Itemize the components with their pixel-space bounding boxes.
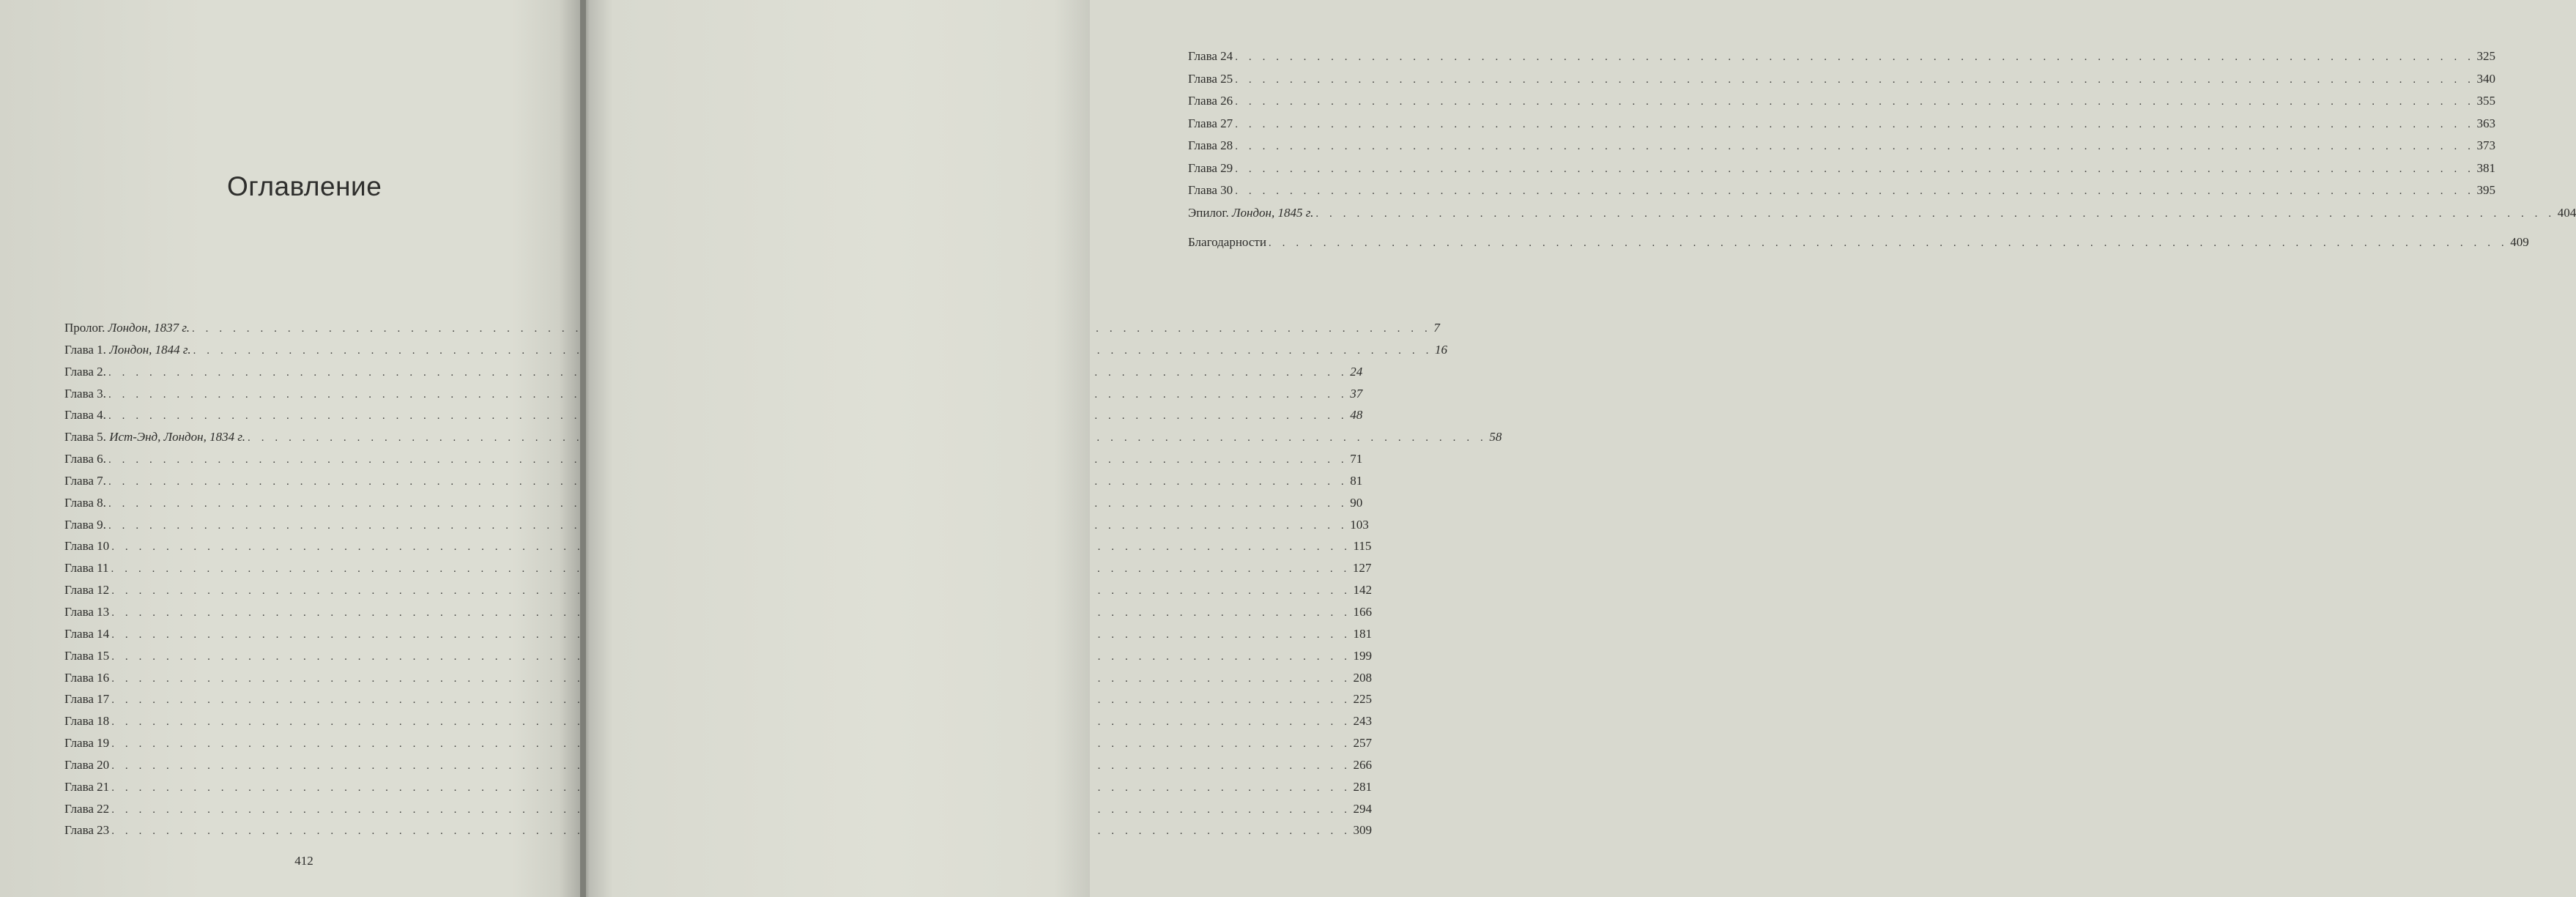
toc-entry-title: Глава 29 xyxy=(1188,160,1233,175)
toc-entry-title: Глава 14 xyxy=(64,626,110,641)
toc-entry-label xyxy=(1188,68,1233,91)
toc-entry xyxy=(1188,113,2496,135)
toc-entry-title: Глава 8. xyxy=(64,495,106,510)
toc-entry-label xyxy=(1188,231,1266,254)
toc-entry-page: 281 xyxy=(1353,779,1373,794)
toc-entry-title: Глава 13 xyxy=(64,604,110,619)
toc-entry-page: 404 xyxy=(2557,205,2576,220)
toc-entry-title: Глава 18 xyxy=(64,714,110,729)
toc-entry-title: Глава 7. xyxy=(64,473,106,488)
toc-entry-page: 225 xyxy=(1353,692,1373,707)
toc-entry-label xyxy=(64,383,106,405)
toc-entry xyxy=(64,383,1363,405)
toc-entry-label xyxy=(64,404,106,426)
toc-entry-label xyxy=(64,579,109,601)
toc-entry-label xyxy=(64,557,109,579)
toc-entry-page: 363 xyxy=(2476,116,2496,130)
toc-entry xyxy=(1188,135,2496,157)
dot-leader xyxy=(1315,203,2555,226)
toc-entry-label xyxy=(64,688,109,710)
toc-entry xyxy=(1188,231,2529,254)
toc-entry-page: 309 xyxy=(1353,823,1373,838)
toc-entry-page: 208 xyxy=(1353,670,1373,685)
toc-entry-title: Глава 21 xyxy=(64,779,110,794)
toc-entry-label xyxy=(64,754,109,776)
toc-entry-label xyxy=(64,667,109,689)
toc-entry-title: Глава 23 xyxy=(64,823,110,838)
toc-entry-label xyxy=(1188,113,1233,135)
toc-entry xyxy=(64,470,1363,492)
toc-entry-title: Глава 5. xyxy=(64,430,106,444)
toc-entry-label xyxy=(64,645,109,667)
toc-entry-label xyxy=(64,798,109,820)
toc-entry-label xyxy=(64,470,106,492)
toc-entry xyxy=(64,579,1373,601)
toc-entry-page: 166 xyxy=(1353,604,1373,619)
toc-entry-label xyxy=(1188,135,1233,157)
dot-leader xyxy=(1235,135,2474,158)
toc-entry-page: 409 xyxy=(2510,235,2529,249)
toc-entry-page: 381 xyxy=(2476,160,2496,175)
toc-entry-title: Глава 9. xyxy=(64,517,106,532)
toc-entry-title: Глава 16 xyxy=(64,670,110,685)
toc-entry xyxy=(64,688,1373,710)
toc-entry-title: Глава 3. xyxy=(64,386,106,401)
toc-entry xyxy=(64,557,1372,579)
toc-entry xyxy=(64,426,1502,448)
toc-entry xyxy=(64,317,1440,339)
toc-list-left xyxy=(64,317,1502,841)
toc-entry xyxy=(64,339,1447,361)
page-title: Оглавление xyxy=(227,171,382,201)
dot-leader xyxy=(1235,46,2474,69)
toc-entry-label xyxy=(64,623,109,645)
toc-entry-title: Глава 15 xyxy=(64,648,110,663)
toc-entry xyxy=(64,448,1363,470)
toc-entry-page: 103 xyxy=(1350,517,1369,532)
toc-entry-page: 58 xyxy=(1489,430,1502,444)
toc-entry-title: Глава 11 xyxy=(64,561,109,576)
toc-entry-page: 395 xyxy=(2476,183,2496,197)
toc-entry xyxy=(64,535,1372,557)
toc-entry-page: 115 xyxy=(1353,539,1372,554)
toc-entry-page: 325 xyxy=(2476,49,2496,63)
toc-entry-page: 266 xyxy=(1353,757,1373,772)
toc-entry-title: Глава 2. xyxy=(64,364,106,379)
toc-entry xyxy=(64,819,1373,841)
toc-entry-page: 181 xyxy=(1353,626,1373,641)
toc-entry-title: Глава 12 xyxy=(64,583,110,598)
toc-entry-label xyxy=(64,448,106,470)
toc-entry-label xyxy=(1188,179,1233,202)
toc-entry-page: 48 xyxy=(1350,408,1363,423)
toc-entry-title: Глава 30 xyxy=(1188,183,1233,197)
book-gutter xyxy=(580,0,586,897)
toc-entry-page: 257 xyxy=(1353,736,1373,751)
dot-leader xyxy=(1235,69,2474,92)
toc-entry xyxy=(64,601,1373,623)
toc-entry-label xyxy=(1188,202,1313,225)
toc-entry-page: 199 xyxy=(1353,648,1373,663)
toc-entry xyxy=(64,514,1369,536)
toc-entry-label xyxy=(64,514,106,536)
toc-entry-title: Глава 4. xyxy=(64,408,106,423)
toc-entry xyxy=(64,754,1373,776)
toc-entry-subtitle: Лондон, 1837 г. xyxy=(108,321,190,335)
toc-entry xyxy=(1188,90,2496,113)
toc-entry-page: 373 xyxy=(2476,138,2496,152)
toc-entry-title: Глава 25 xyxy=(1188,71,1233,86)
toc-entry-title: Пролог. xyxy=(64,321,105,335)
toc-entry-subtitle: Ист-Энд, Лондон, 1834 г. xyxy=(109,430,246,444)
toc-entry-title: Глава 10 xyxy=(64,539,110,554)
toc-entry xyxy=(64,492,1363,514)
toc-entry-page: 24 xyxy=(1350,364,1363,379)
toc-entry-title: Глава 19 xyxy=(64,736,110,751)
dot-leader xyxy=(1235,158,2474,181)
dot-leader xyxy=(1235,113,2474,136)
toc-entry-label xyxy=(1188,45,1233,68)
page-number: 412 xyxy=(294,854,313,868)
toc-entry xyxy=(64,667,1373,689)
toc-entry xyxy=(64,361,1363,383)
toc-entry-label xyxy=(64,361,106,383)
toc-entry-page: 81 xyxy=(1350,473,1363,488)
toc-entry-subtitle: Лондон, 1845 г. xyxy=(1231,205,1314,220)
toc-entry-title: Эпилог. xyxy=(1188,205,1229,220)
toc-entry-page: 243 xyxy=(1353,714,1373,729)
toc-entry xyxy=(1188,179,2496,202)
toc-entry-title: Глава 1. xyxy=(64,342,106,357)
toc-entry-page: 355 xyxy=(2476,94,2496,108)
toc-entry-page: 90 xyxy=(1350,495,1363,510)
toc-entry-page: 127 xyxy=(1352,561,1372,576)
toc-entry-label xyxy=(64,339,191,361)
toc-entry xyxy=(64,732,1373,754)
toc-entry-page: 16 xyxy=(1434,342,1447,357)
toc-entry-label xyxy=(64,710,109,732)
toc-entry-label xyxy=(64,601,109,623)
dot-leader xyxy=(1235,91,2474,113)
toc-entry-label xyxy=(64,819,109,841)
toc-entry-subtitle: Лондон, 1844 г. xyxy=(109,342,191,357)
toc-entry xyxy=(64,710,1373,732)
toc-entry-title: Глава 24 xyxy=(1188,49,1233,63)
toc-entry xyxy=(64,404,1363,426)
toc-entry-title: Глава 27 xyxy=(1188,116,1233,130)
toc-entry-label xyxy=(64,776,109,798)
toc-entry xyxy=(1188,157,2496,180)
toc-entry xyxy=(1188,202,2576,225)
toc-entry-label xyxy=(64,426,245,448)
toc-entry xyxy=(1188,45,2496,68)
toc-entry-title: Благодарности xyxy=(1188,235,1266,249)
toc-entry xyxy=(64,776,1373,798)
toc-entry xyxy=(64,645,1373,667)
toc-entry-title: Глава 17 xyxy=(64,692,110,707)
toc-entry-label xyxy=(64,535,109,557)
toc-entry-page: 142 xyxy=(1353,583,1373,598)
toc-entry-label xyxy=(1188,90,1233,113)
toc-entry-label xyxy=(1188,157,1233,180)
toc-entry-page: 37 xyxy=(1350,386,1363,401)
toc-entry-page: 7 xyxy=(1433,321,1440,335)
toc-entry-label xyxy=(64,492,106,514)
toc-entry-page: 71 xyxy=(1350,452,1363,466)
toc-entry-title: Глава 6. xyxy=(64,452,106,466)
dot-leader xyxy=(1269,232,2508,255)
dot-leader xyxy=(1235,180,2474,203)
toc-entry-title: Глава 22 xyxy=(64,801,110,816)
toc-entry-page: 340 xyxy=(2476,71,2496,86)
toc-entry-label xyxy=(64,317,190,339)
toc-entry xyxy=(1188,68,2496,91)
toc-entry-label xyxy=(64,732,109,754)
toc-entry-page: 294 xyxy=(1353,801,1373,816)
toc-list-right xyxy=(1188,45,2576,254)
toc-entry xyxy=(64,798,1373,820)
toc-entry-title: Глава 26 xyxy=(1188,94,1233,108)
toc-entry xyxy=(64,623,1373,645)
toc-entry-title: Глава 28 xyxy=(1188,138,1233,152)
toc-entry-title: Глава 20 xyxy=(64,757,110,772)
